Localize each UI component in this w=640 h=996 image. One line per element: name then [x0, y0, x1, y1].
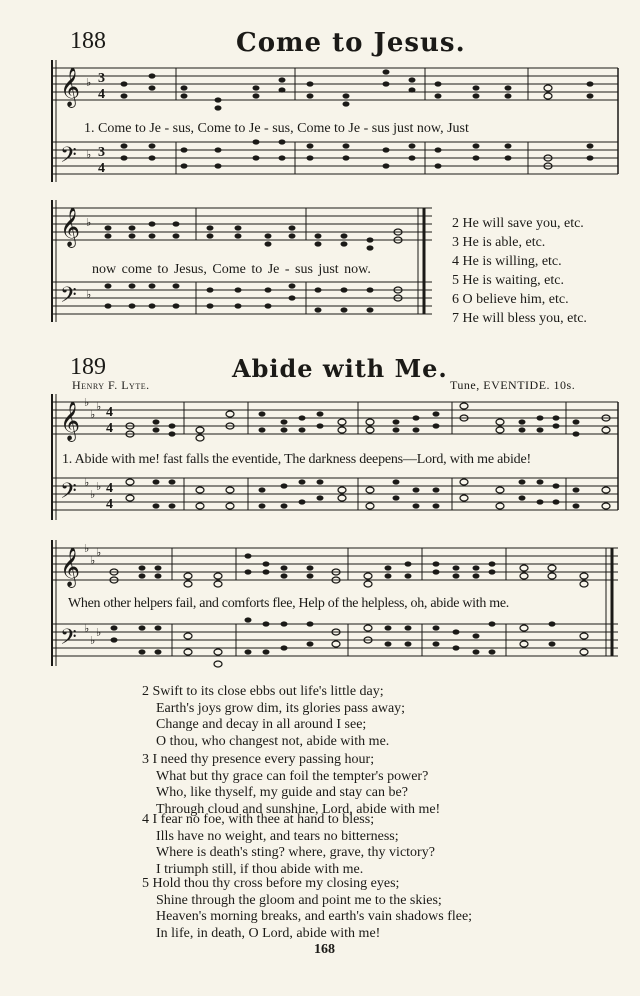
verse-ref: 6 O believe him, etc. — [452, 292, 569, 307]
verse-ref: 3 He is able, etc. — [452, 235, 546, 250]
hymn-188-additional-verses — [452, 214, 587, 328]
svg-text:♭: ♭ — [84, 397, 90, 409]
verse-ref: 2 He will save you, etc. — [452, 216, 584, 231]
svg-text:♭: ♭ — [96, 627, 102, 639]
svg-text:4: 4 — [106, 405, 113, 420]
svg-text:4: 4 — [106, 481, 113, 496]
svg-text:𝄞: 𝄞 — [60, 547, 81, 587]
svg-text:𝄢: 𝄢 — [60, 283, 77, 313]
svg-text:𝄢: 𝄢 — [60, 143, 77, 173]
svg-text:𝄢: 𝄢 — [60, 479, 77, 509]
verse-ref: 7 He will bless you, etc. — [452, 311, 587, 326]
svg-text:♭: ♭ — [84, 477, 90, 489]
stanza-line: I triumph still, if thou abide with me. — [156, 861, 364, 877]
svg-text:𝄞: 𝄞 — [60, 67, 81, 107]
stanza-line: 4 I fear no foe, with thee at hand to bless; — [142, 812, 375, 827]
stanza-line: 2 Swift to its close ebbs out life's little day; — [142, 684, 384, 699]
stanza-line: In life, in death, O Lord, abide with me! — [156, 925, 381, 941]
stanza-line: Where is death's sting? where, grave, thy victory? — [156, 845, 435, 861]
svg-text:𝄢: 𝄢 — [60, 625, 77, 655]
hymn-189-tune: Tune, EVENTIDE. 10s. — [450, 378, 576, 392]
stanza-line: 3 I need thy presence every passing hour; — [142, 752, 375, 767]
stanza-line: Shine through the gloom and point me to the skies; — [156, 892, 442, 908]
svg-text:♭: ♭ — [86, 149, 92, 161]
stanza-line: O thou, who changest not, abide with me. — [156, 733, 390, 749]
hymn-189-lyrics-line-1: 1. Abide with me! fast falls the eventide, The darkness deepens—Lord, with me abide! — [62, 452, 531, 467]
hymn-188-number: 188 — [70, 28, 106, 54]
svg-text:4: 4 — [106, 421, 113, 436]
svg-text:𝄞: 𝄞 — [60, 207, 81, 247]
svg-text:𝄞: 𝄞 — [60, 401, 81, 441]
hymn-188-lyrics-line-1: 1. Come to Je - sus, Come to Je - sus, Come to Je - sus just now, Just — [84, 121, 469, 136]
svg-text:♭: ♭ — [96, 547, 102, 559]
svg-text:♭: ♭ — [96, 481, 102, 493]
hymn-189-lyrics-line-2: When other helpers fail, and comforts flee, Help of the helpless, oh, abide with me. — [68, 596, 509, 611]
svg-text:♭: ♭ — [84, 543, 90, 555]
hymn-189-stanza-5 — [142, 876, 472, 942]
hymn-188-title: Come to Jesus. — [236, 28, 466, 58]
stanza-line: Change and decay in all around I see; — [156, 717, 367, 733]
hymn-189-stanza-3 — [142, 752, 440, 818]
stanza-line: Earth's joys grow dim, its glories pass away; — [156, 700, 406, 716]
svg-text:♭: ♭ — [86, 289, 92, 301]
svg-text:3: 3 — [98, 145, 105, 160]
stanza-line: Heaven's morning breaks, and earth's vain shadows flee; — [156, 909, 473, 925]
svg-text:4: 4 — [106, 497, 113, 512]
stanza-line: What but thy grace can foil the tempter's power? — [156, 768, 429, 784]
hymn-189-title: Abide with Me. — [232, 354, 448, 383]
stanza-line: Ills have no weight, and tears no bitterness; — [156, 828, 399, 844]
svg-text:♭: ♭ — [90, 489, 96, 501]
hymn-189-stanza-2 — [142, 684, 405, 750]
svg-text:♭: ♭ — [90, 635, 96, 647]
verse-ref: 5 He is waiting, etc. — [452, 273, 564, 288]
hymn-189-number: 189 — [70, 354, 106, 380]
stanza-line: 5 Hold thou thy cross before my closing eyes; — [142, 876, 400, 891]
svg-text:♭: ♭ — [96, 401, 102, 413]
svg-text:4: 4 — [98, 161, 105, 176]
hymn-189-stanza-4 — [142, 812, 435, 878]
svg-text:♭: ♭ — [86, 77, 92, 89]
svg-text:3: 3 — [98, 71, 105, 86]
svg-text:♭: ♭ — [86, 217, 92, 229]
hymn-188-lyrics-line-2: now come to Jesus, Come to Je - sus just now. — [92, 262, 371, 277]
verse-ref: 4 He is willing, etc. — [452, 254, 562, 269]
hymn-189-author: Henry F. Lyte. — [72, 378, 150, 392]
stanza-line: Through cloud and sunshine, Lord, abide with me! — [156, 801, 441, 817]
page-number: 168 — [314, 942, 335, 957]
svg-text:♭: ♭ — [90, 555, 96, 567]
svg-text:♭: ♭ — [84, 623, 90, 635]
svg-text:4: 4 — [98, 87, 105, 102]
svg-text:♭: ♭ — [90, 409, 96, 421]
stanza-line: Who, like thyself, my guide and stay can be? — [156, 785, 408, 801]
